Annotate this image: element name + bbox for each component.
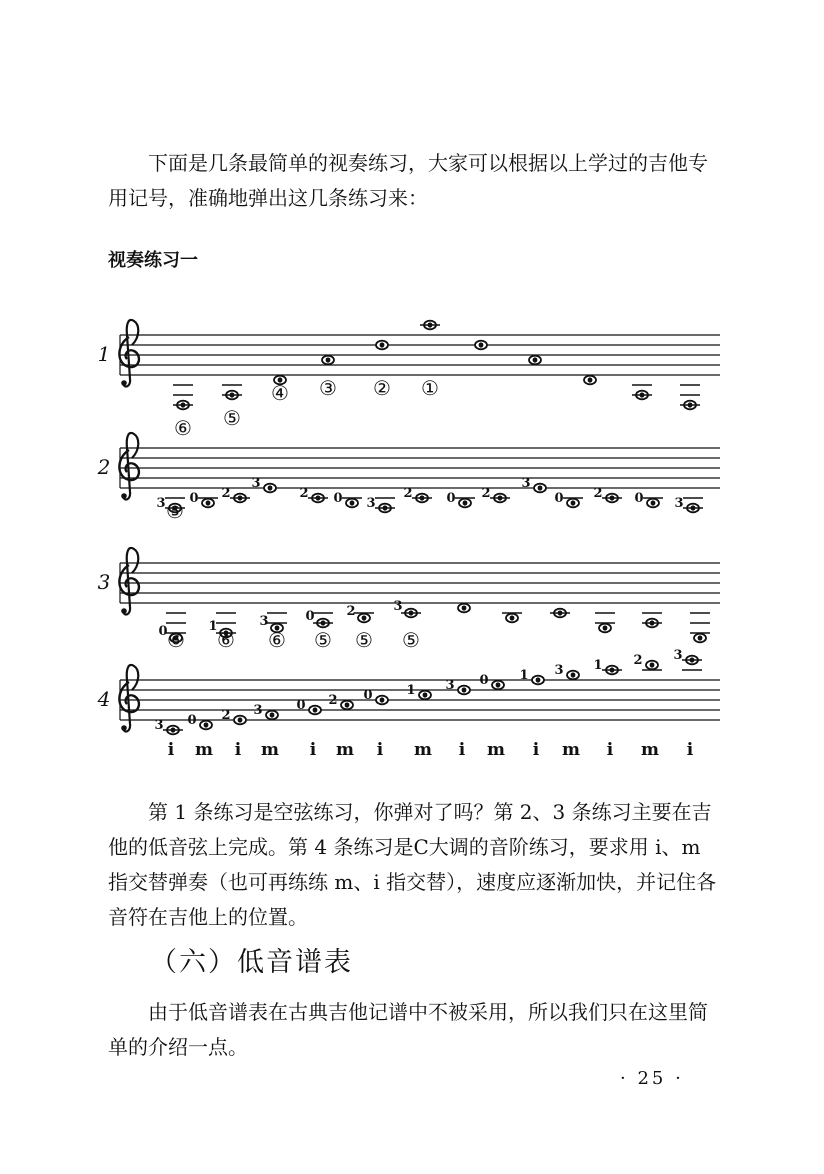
fingering-number: 0 (363, 688, 373, 703)
whole-note (266, 711, 278, 720)
string-number: ② (373, 376, 391, 400)
fingering-number: 3 (366, 496, 376, 511)
whole-note (234, 716, 246, 725)
treble-clef (119, 665, 139, 732)
fingering-number: 2 (346, 604, 356, 619)
whole-note (532, 676, 544, 685)
string-number: ⑥ (167, 628, 185, 652)
staff-number: 4 (97, 687, 111, 711)
fingering-number: 0 (554, 491, 564, 506)
fingering-number: 0 (296, 698, 306, 713)
fingering-number: 2 (633, 653, 643, 668)
exercise-notes-paragraph: 第 1 条练习是空弦练习，你弹对了吗？第 2、3 条练习主要在吉他的低音弦上完成。第 4 条练习是C大调的音阶练习，要求用 i、m 指交替弹奏（也可再练练 m、i 指交替），速度应逐渐加快，并记住各音符在吉他上的位置。 (108, 800, 717, 929)
fingering-number: 0 (305, 609, 315, 624)
string-number: ⑥ (174, 416, 192, 440)
whole-note (584, 376, 596, 385)
whole-note (567, 499, 579, 508)
bass-clef-paragraph: 由于低音谱表在古典吉他记谱中不被采用，所以我们只在这里简单的介绍一点。 (108, 1000, 708, 1059)
whole-note (599, 624, 611, 633)
right-hand-finger: i (234, 740, 242, 760)
whole-note (264, 484, 276, 493)
right-hand-finger: i (458, 740, 466, 760)
whole-note (202, 499, 214, 508)
whole-note (475, 341, 487, 350)
string-number: ③ (319, 376, 337, 400)
treble-clef (119, 433, 139, 500)
fingering-number: 0 (634, 491, 644, 506)
string-number: ① (421, 376, 439, 400)
fingering-number: 3 (251, 476, 261, 491)
fingering-number: 3 (445, 678, 455, 693)
whole-note (458, 686, 470, 695)
whole-note (358, 614, 370, 623)
string-number: ⑤ (355, 628, 373, 652)
whole-note (567, 671, 579, 680)
right-hand-finger: m (641, 740, 659, 760)
fingering-number: 1 (208, 619, 218, 634)
string-number: ⑤ (223, 406, 241, 430)
treble-clef (119, 548, 139, 615)
fingering-number: 0 (158, 624, 168, 639)
right-hand-finger: i (606, 740, 614, 760)
whole-note (322, 356, 334, 365)
right-hand-finger: m (195, 740, 213, 760)
fingering-number: 3 (259, 614, 269, 629)
string-number: ⑥ (217, 628, 235, 652)
right-hand-finger: m (562, 740, 580, 760)
right-hand-finger: m (487, 740, 505, 760)
whole-note (200, 721, 212, 730)
right-hand-finger: i (167, 740, 175, 760)
intro-paragraph: 下面是几条最简单的视奏练习，大家可以根据以上学过的吉他专用记号，准确地弹出这几条练习来： (108, 151, 708, 210)
whole-note (309, 706, 321, 715)
staff-number: 1 (97, 342, 111, 366)
whole-note (534, 484, 546, 493)
whole-note (346, 499, 358, 508)
treble-clef (119, 320, 139, 387)
whole-note (646, 661, 658, 670)
fingering-number: 3 (154, 718, 164, 733)
right-hand-finger: m (414, 740, 432, 760)
whole-note (458, 604, 470, 613)
page-number: · 25 · (620, 1068, 684, 1089)
fingering-number: 3 (156, 496, 166, 511)
string-number: ④ (271, 381, 289, 405)
whole-note (419, 691, 431, 700)
whole-note (694, 634, 706, 643)
whole-note (529, 356, 541, 365)
fingering-number: 1 (406, 683, 416, 698)
right-hand-finger: i (686, 740, 694, 760)
string-number: ⑤ (402, 628, 420, 652)
right-hand-finger: m (261, 740, 279, 760)
string-number: ⑥ (268, 628, 286, 652)
fingering-number: 3 (393, 599, 403, 614)
right-hand-finger: i (376, 740, 384, 760)
string-number: ⑤ (166, 499, 184, 523)
fingering-number: 3 (554, 663, 564, 678)
whole-note (376, 696, 388, 705)
right-hand-finger: i (532, 740, 540, 760)
fingering-number: 2 (403, 486, 413, 501)
whole-note (376, 341, 388, 350)
string-number: ⑤ (314, 628, 332, 652)
fingering-number: 0 (479, 673, 489, 688)
fingering-number: 0 (446, 491, 456, 506)
fingering-number: 3 (673, 648, 683, 663)
whole-note (459, 499, 471, 508)
fingering-number: 0 (187, 713, 197, 728)
fingering-number: 2 (481, 486, 491, 501)
exercise-title: 视奏练习一 (108, 250, 198, 271)
section-heading: （六）低音谱表 (150, 947, 353, 978)
whole-note (492, 681, 504, 690)
whole-note (341, 701, 353, 710)
whole-note (647, 499, 659, 508)
staff-number: 3 (97, 570, 111, 594)
fingering-number: 0 (189, 491, 199, 506)
fingering-number: 2 (328, 693, 338, 708)
fingering-number: 2 (221, 486, 231, 501)
fingering-number: 1 (519, 668, 529, 683)
fingering-number: 3 (674, 496, 684, 511)
staff-number: 2 (97, 455, 111, 479)
fingering-number: 3 (521, 476, 531, 491)
fingering-number: 0 (333, 491, 343, 506)
fingering-number: 3 (253, 703, 263, 718)
right-hand-finger: i (309, 740, 317, 760)
fingering-number: 2 (593, 486, 603, 501)
right-hand-finger: m (336, 740, 354, 760)
fingering-number: 1 (593, 658, 603, 673)
fingering-number: 2 (299, 486, 309, 501)
whole-note (506, 614, 518, 623)
fingering-number: 2 (221, 708, 231, 723)
